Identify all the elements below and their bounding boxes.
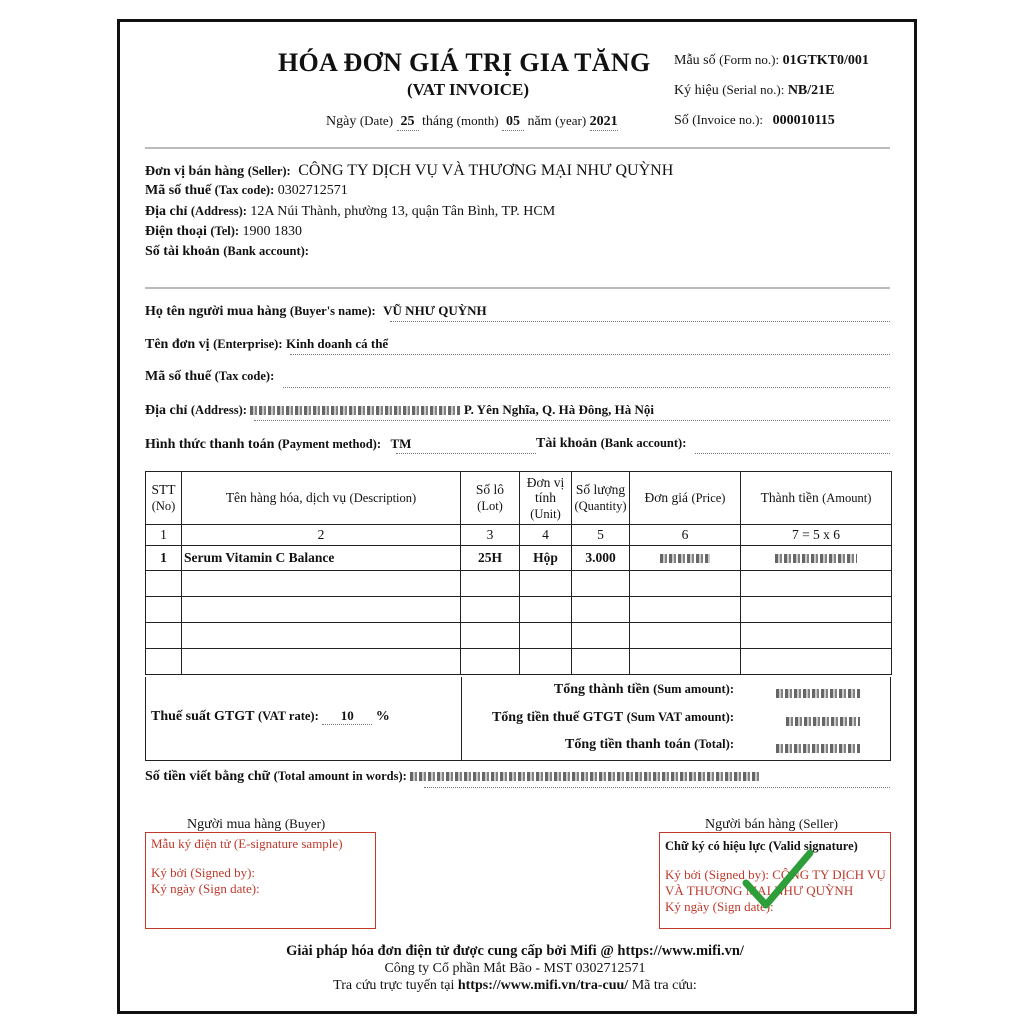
totals-block xyxy=(145,677,891,761)
row-price xyxy=(630,546,741,571)
col-header-description: Tên hàng hóa, dịch vụ (Description) xyxy=(182,472,461,525)
seller-address: 12A Núi Thành, phường 13, quận Tân Bình, TP. HCM xyxy=(250,204,556,219)
table-row xyxy=(146,649,892,675)
buyer-account-row: Tài khoản (Bank account): xyxy=(536,436,687,451)
redacted-sum xyxy=(776,689,860,698)
footer-provider: Giải pháp hóa đơn điện tử được cung cấp bởi Mifi @ https://www.mifi.vn/ xyxy=(286,943,744,959)
seller-name-row: Đơn vị bán hàng (Seller): CÔNG TY DỊCH VỤ VÀ THƯƠNG MẠI NHƯ QUỲNH xyxy=(145,162,674,179)
seller-signature-box: Chữ ký có hiệu lực (Valid signature) Ký bởi (Signed by): CÔNG TY DỊCH VỤ VÀ THƯƠNG MẠI NHƯ QUỲNH Ký ngày (Sign date): xyxy=(659,832,891,929)
seller-address-row: Địa chỉ (Address): 12A Núi Thành, phường 13, quận Tân Bình, TP. HCM xyxy=(145,204,556,219)
buyer-signature-title: Người mua hàng (Buyer) xyxy=(187,816,326,832)
invoice-date: Ngày (Date) 25 tháng (month) 05 năm (year) 2021 xyxy=(326,113,618,129)
amount-in-words-row: Số tiền viết bằng chữ (Total amount in words): xyxy=(145,769,760,785)
table-row xyxy=(146,597,892,623)
vat-rate-row: Thuế suất GTGT (VAT rate): 10 % xyxy=(151,708,390,724)
payment-method: TM xyxy=(390,436,412,451)
redacted-amount xyxy=(775,554,857,563)
seller-tel-row: Điện thoại (Tel): 1900 1830 xyxy=(145,224,303,239)
footer-lookup: Tra cứu trực tuyến tại https://www.mifi.vn/tra-cuu/ Mã tra cứu: xyxy=(333,978,697,993)
divider xyxy=(145,287,890,289)
vat-rate: 10 xyxy=(322,708,372,725)
col-header-no: STT (No) xyxy=(146,472,182,525)
seller-tax-row: Mã số thuế (Tax code): 0302712571 xyxy=(145,183,348,198)
buyer-name: VŨ NHƯ QUỲNH xyxy=(383,303,487,318)
redacted-words xyxy=(410,772,760,781)
redacted-total xyxy=(776,744,860,753)
serial-number: Ký hiệu (Serial no.): NB/21E xyxy=(674,82,835,98)
table-header xyxy=(146,472,892,525)
enterprise-row: Tên đơn vị (Enterprise): Kinh doanh cá thể xyxy=(145,336,389,352)
col-header-quantity: Số lượng (Quantity) xyxy=(572,472,630,525)
seller-signature-title: Người bán hàng (Seller) xyxy=(705,816,838,832)
seller-tax: 0302712571 xyxy=(277,183,348,198)
date-year: 2021 xyxy=(589,114,618,129)
sum-vat-row: Tổng tiền thuế GTGT (Sum VAT amount): xyxy=(491,710,734,725)
checkmark-icon xyxy=(742,849,814,911)
buyer-name-row: Họ tên người mua hàng (Buyer's name): VŨ NHƯ QUỲNH xyxy=(145,303,487,319)
seller-name: CÔNG TY DỊCH VỤ VÀ THƯƠNG MẠI NHƯ QUỲNH xyxy=(298,162,674,179)
redacted-price xyxy=(660,554,710,563)
table-row xyxy=(146,623,892,649)
seller-tel: 1900 1830 xyxy=(242,224,303,239)
divider xyxy=(145,147,890,149)
buyer-address-row: Địa chỉ (Address): P. Yên Nghĩa, Q. Hà Đông, Hà Nội xyxy=(145,402,655,418)
date-day: 25 xyxy=(397,114,419,131)
invoice-number: Số (Invoice no.): 000010115 xyxy=(674,112,835,128)
buyer-tax-row: Mã số thuế (Tax code): xyxy=(145,369,275,384)
footer-company: Công ty Cổ phần Mắt Bão - MST 0302712571 xyxy=(384,961,646,976)
sum-amount-row: Tổng thành tiền (Sum amount): xyxy=(553,682,734,697)
col-header-amount: Thành tiền (Amount) xyxy=(741,472,892,525)
invoice-subtitle: (VAT INVOICE) xyxy=(407,80,529,99)
col-header-unit: Đơn vị tính (Unit) xyxy=(520,472,572,525)
buyer-address: P. Yên Nghĩa, Q. Hà Đông, Hà Nội xyxy=(463,402,655,417)
redacted-address xyxy=(250,406,460,415)
total-row: Tổng tiền thanh toán (Total): xyxy=(565,737,734,752)
table-row xyxy=(146,571,892,597)
seller-bank-row: Số tài khoản (Bank account): xyxy=(145,244,309,259)
date-month: 05 xyxy=(502,114,524,131)
valid-signature-label: Chữ ký có hiệu lực (Valid signature) xyxy=(665,839,858,853)
invoice-title: HÓA ĐƠN GIÁ TRỊ GIA TĂNG xyxy=(278,48,651,77)
row-description: Serum Vitamin C Balance xyxy=(182,546,461,571)
col-header-lot: Số lô (Lot) xyxy=(461,472,520,525)
payment-row: Hình thức thanh toán (Payment method): TM xyxy=(145,436,412,452)
enterprise-name: Kinh doanh cá thể xyxy=(285,336,389,351)
buyer-signature-box: Mẫu ký điện tử (E-signature sample) Ký bởi (Signed by): Ký ngày (Sign date): xyxy=(145,832,376,929)
col-header-price: Đơn giá (Price) xyxy=(630,472,741,525)
row-quantity: 3.000 xyxy=(572,546,630,571)
row-no: 1 xyxy=(146,546,182,571)
form-number: Mẫu số (Form no.): 01GTKT0/001 xyxy=(674,52,869,68)
row-lot: 25H xyxy=(461,546,520,571)
row-unit: Hộp xyxy=(520,546,572,571)
row-amount xyxy=(741,546,892,571)
index-row: 1 2 3 4 5 6 7 = 5 x 6 xyxy=(146,525,892,546)
lookup-link[interactable]: https://www.mifi.vn/tra-cuu/ xyxy=(457,978,629,993)
redacted-vat xyxy=(786,717,860,726)
table-row xyxy=(146,546,892,571)
items-table xyxy=(145,471,892,675)
